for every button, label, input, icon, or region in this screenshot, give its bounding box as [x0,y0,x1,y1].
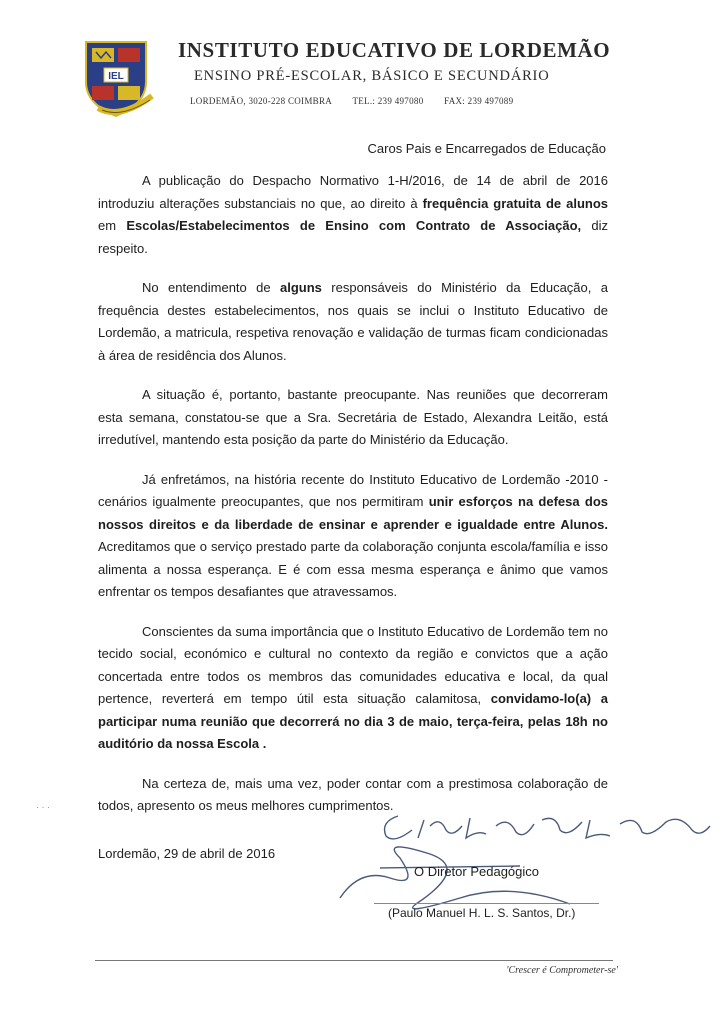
paragraph-4 [98,469,608,604]
handwritten-signature [320,808,720,918]
p1-text-a: A publicação do Despacho Normativo 1-H/2016, de 14 de abril de 2016 introduziu alterações substanciais no que, ao direito à [98,173,608,211]
p1-text-e: diz respeito. [98,218,608,256]
letter-body [98,170,608,835]
p1-bold-d: Escolas/Estabelecimentos de Ensino com Contrato de Associação, [126,218,582,233]
p4-text-c: Acreditamos que o serviço prestado parte da colaboração conjunta escola/família e isso alimenta a nossa esperança. E é com essa mesma esperança e ânimo que vamos enfrentar os tempos desafiantes que atravessamos. [98,539,608,599]
institution-address: LORDEMÃO, 3020-228 COIMBRA [190,96,333,106]
p4-bold-b: unir esforços na defesa dos nossos direitos e da liberdade de ensinar e aprender e igualdade entre Alunos. [98,494,608,532]
letter-dateline: Lordemão, 29 de abril de 2016 [98,846,276,861]
paragraph-5 [98,621,608,756]
p2-text-c: responsáveis do Ministério da Educação, a frequência destes estabelecimentos, nos quais se inclui o Instituto Educativo de Lordemão, a matricula, respetiva renovação e validação de turmas ficam condicionadas à área de residência dos Alunos. [98,280,608,363]
letter-salutation: Caros Pais e Encarregados de Educação [367,141,606,156]
paragraph-1 [98,170,608,260]
paragraph-6: Na certeza de, mais uma vez, poder contar com a prestimosa colaboração de todos, apresento os meus melhores cumprimentos. [98,775,608,813]
institution-fax: FAX: 239 497089 [444,96,514,106]
p5-text-a: Conscientes da suma importância que o Instituto Educativo de Lordemão tem no tecido social, económico e cultural no contexto da região e convictos que a ação concertada entre todos os membros das comunidades educativa e local, da qual pertence, reverterá em tempo útil esta situação calamitosa, [98,623,608,706]
signer-title: O Diretor Pedagógico [414,864,540,879]
school-crest-logo [80,38,158,118]
institution-phone: TEL.: 239 497080 [352,96,424,106]
signature-line [374,903,599,904]
signer-name: (Paulo Manuel H. L. S. Santos, Dr.) [388,906,576,920]
stray-scan-mark: · · · [36,802,50,812]
p4-text-a: Já enfretámos, na história recente do Instituto Educativo de Lordemão -2010 - cenários igualmente preocupantes, que nos permitiram [98,471,608,509]
p2-text-a: No entendimento de [142,280,280,295]
institution-name: INSTITUTO EDUCATIVO DE LORDEMÃO [178,38,611,62]
paragraph-2 [98,277,608,367]
footer-motto: 'Crescer é Comprometer-se' [506,965,618,976]
logo-text: IEL [108,71,124,82]
institution-contacts [190,96,531,106]
institution-subtitle: ENSINO PRÉ-ESCOLAR, BÁSICO E SECUNDÁRIO [194,68,550,84]
p1-bold-b: frequência gratuita de alunos [422,195,608,211]
paragraph-3: A situação é, portanto, bastante preocupante. Nas reuniões que decorreram esta semana, constatou-se que a Sra. Secretária de Estado, Alexandra Leitão, está irredutível, mantendo esta posição da parte do Ministério da Educação. [98,387,608,447]
footer-divider [95,960,613,961]
p5-bold-b: convidamo-lo(a) a participar numa reunião que decorrerá no dia 3 de maio, terça-feira, pelas 18h no auditório da nossa Escola . [98,691,608,751]
p1-text-c: em [98,218,127,233]
p2-bold-b: alguns [280,280,322,295]
